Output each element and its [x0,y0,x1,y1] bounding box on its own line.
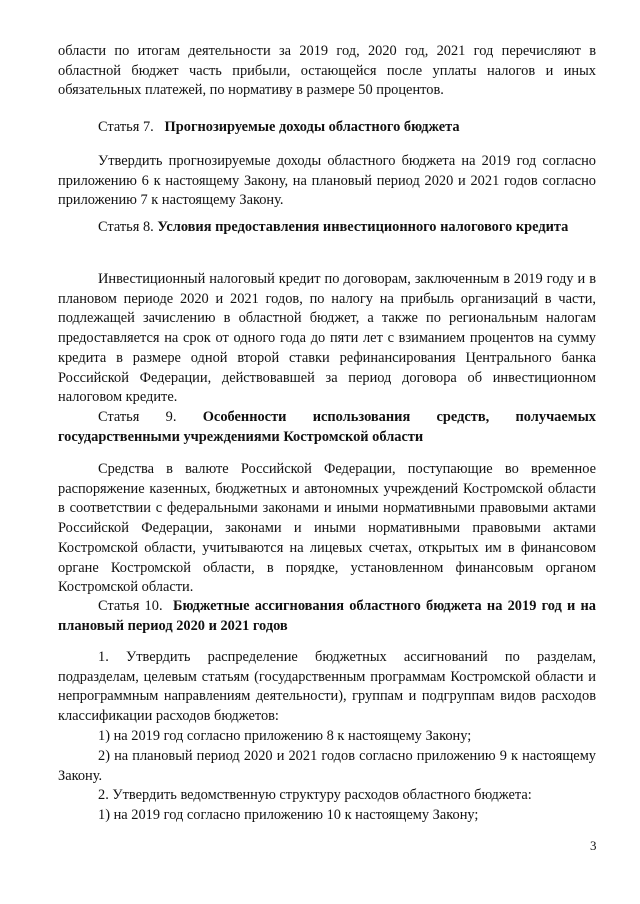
article-8-title: Условия предоставления инвестиционного налогового кредита [157,219,569,235]
article-10-item-2: 2. Утвердить ведомственную структуру расходов областного бюджета: [98,787,532,803]
article-10-title: Бюджетные ассигнования областного бюджета на 2019 год и на плановый период 2020 и 2021 годов [58,598,596,634]
article-7-title: Прогнозируемые доходы областного бюджета [164,119,460,135]
article-7-text: Утвердить прогнозируемые доходы областного бюджета на 2019 год согласно приложению 6 к настоящему Закону, на плановый период 2020 и 2021 годов согласно приложению 7 к настоящему Закону. [58,153,596,209]
article-8-heading [58,218,596,238]
article-7-heading [58,118,596,138]
article-8-text: Инвестиционный налоговый кредит по договорам, заключенным в 2019 году и в плановом периоде 2020 и 2021 годов, по налогу на прибыль организаций в части, подлежащей зачислению в областной бюджет, а также по региональным налогам предоставляется на срок от одного года до пяти лет с взиманием процентов на сумму кредита в размере одной второй ставки рефинансирования Центрального банка Российской Федерации, действовавшей за период договора об инвестиционном налоговом кредите. [58,271,596,406]
article-9-text: Средства в валюте Российской Федерации, поступающие во временное распоряжение казенных, бюджетных и автономных учреждений Костромской области в соответствии с федеральными законами и иными нормативными правовыми актами Российской Федерации, законами и иными нормативными правовыми актами Костромской области, учитываются на лицевых счетах, открытых им в финансовом органе Костромской области, в порядке, установленном финансовым органом Костромской области. [58,461,596,596]
article-10-item-1-1: 1) на 2019 год согласно приложению 8 к настоящему Закону; [98,728,472,744]
article-10-label: Статья 10. [98,598,163,614]
article-8-label: Статья 8. [98,219,154,235]
article-10-item-2-1: 1) на 2019 год согласно приложению 10 к настоящему Закону; [98,807,479,823]
article-10-heading [58,597,596,636]
paragraph-continuation: области по итогам деятельности за 2019 год, 2020 год, 2021 год перечисляют в областной бюджет часть прибыли, остающейся после уплаты налогов и иных обязательных платежей, по нормативу в размере 50 процентов. [58,43,596,99]
article-7-label: Статья 7. [98,119,154,135]
page-number: 3 [590,838,597,853]
article-9-label: Статья 9. [98,409,177,425]
article-10-item-1-2: 2) на плановый период 2020 и 2021 годов согласно приложению 9 к настоящему Закону. [58,748,596,784]
article-9-heading [58,408,596,447]
article-10-item-1: 1. Утвердить распределение бюджетных ассигнований по разделам, подразделам, целевым статьям (государственным программам Костромской области и непрограммным направлениям деятельности), группам и подгруппам видов расходов классификации расходов бюджетов: [58,649,596,725]
article-9-title: Особенности использования средств, получаемых государственными учреждениями Костромской области [58,409,596,445]
